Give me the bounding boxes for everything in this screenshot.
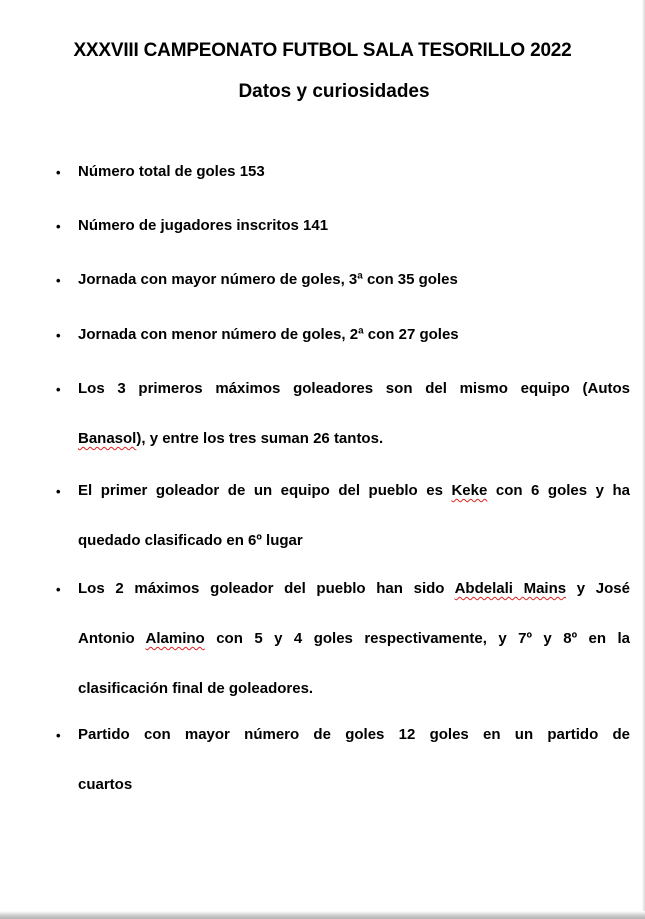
list-item-text — [78, 564, 630, 714]
list-item-text — [78, 364, 630, 464]
list-item-text: Número de jugadores inscritos 141 — [78, 217, 329, 234]
document-title: XXXVIII CAMPEONATO FUTBOL SALA TESORILLO 2022 — [73, 40, 572, 61]
text-fragment: con 5 y 4 goles respectivamente, y 7º y 8º en la — [204, 630, 630, 647]
text-fragment: ), y entre los tres suman 26 tantos. — [136, 430, 384, 447]
spellcheck-word[interactable]: Banasol — [78, 430, 137, 447]
text-line — [78, 614, 630, 664]
bullet-icon: • — [56, 219, 61, 234]
page-bottom-shadow — [0, 911, 645, 919]
spellcheck-word[interactable]: Abdelali Mains — [454, 580, 567, 597]
text-line: cuartos — [78, 776, 133, 793]
bullet-icon: • — [56, 484, 61, 499]
spellcheck-word[interactable]: Keke — [451, 482, 488, 499]
text-line: Partido con mayor número de goles 12 goles en un partido de — [78, 726, 630, 743]
document-subtitle: Datos y curiosidades — [238, 81, 430, 102]
text-fragment: El primer goleador de un equipo del pueblo es — [78, 482, 452, 499]
text-fragment: con 6 goles y ha — [487, 482, 631, 499]
list-item-text — [78, 710, 630, 810]
text-fragment: Los 2 máximos goleador del pueblo han sido — [78, 580, 455, 597]
bullet-icon: • — [56, 728, 61, 743]
text-fragment: Antonio — [78, 630, 146, 647]
list-item-text: Número total de goles 153 — [78, 163, 265, 180]
bullet-icon: • — [56, 582, 61, 597]
list-item-text: Jornada con menor número de goles, 2ª con 27 goles — [78, 326, 459, 343]
text-line: quedado clasificado en 6º lugar — [78, 532, 303, 549]
list-item-text: Jornada con mayor número de goles, 3ª con 35 goles — [78, 271, 458, 288]
text-line — [78, 564, 630, 614]
bullet-icon: • — [56, 273, 61, 288]
text-line — [78, 466, 630, 516]
spellcheck-word[interactable]: Alamino — [145, 630, 205, 647]
bullet-icon: • — [56, 382, 61, 397]
bullet-icon: • — [56, 165, 61, 180]
text-line: Los 3 primeros máximos goleadores son del mismo equipo (Autos — [78, 380, 630, 397]
text-fragment: y José — [566, 580, 630, 597]
list-item-text — [78, 466, 630, 566]
text-line — [78, 414, 630, 464]
bullet-icon: • — [56, 328, 61, 343]
text-line: clasificación final de goleadores. — [78, 680, 314, 697]
